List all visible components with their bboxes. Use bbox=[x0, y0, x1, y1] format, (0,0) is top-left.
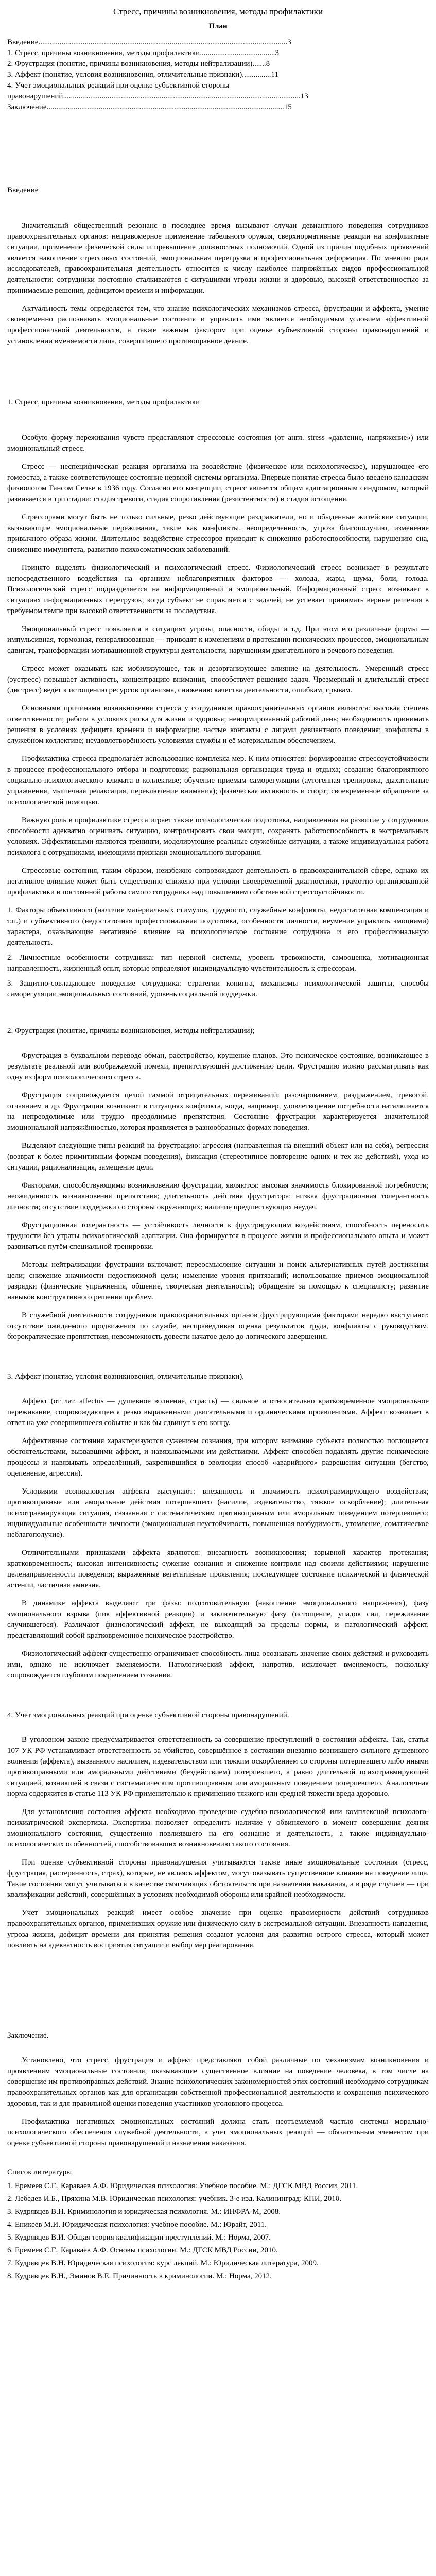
reference-item: 3. Кудрявцев В.Н. Криминология и юридическая психология. М.: ИНФРА-М, 2008. bbox=[7, 2208, 281, 2216]
conclusion-paragraph: Профилактика негативных эмоциональных состояний должна стать неотъемлемой частью системы морально-психологического обеспечения служебной деятельности, а учет эмоциональных реакций — обязательным элементом при оценке субъективной стороны правонарушений и назначении наказания. bbox=[7, 2117, 429, 2147]
section-3-paragraph: В динамике аффекта выделяют три фазы: подготовительную (накопление эмоционального напряжения), фазу эмоционального взрыва (пик аффективной реакции) и заключительную фазу (истощение, упадок сил, переживание случившегося). Различают физиологический аффект, не выходящий за пределы нормы, и патологический аффект, представляющий собой кратковременное психическое расстройство. bbox=[7, 1599, 429, 1640]
toc-entry[interactable]: 4. Учет эмоциональных реакций при оценке субъективной стороны правонарушений...........................................................................................................................13 bbox=[7, 81, 308, 100]
section-2-paragraph: Выделяют следующие типы реакций на фрустрацию: агрессия (направленная на внешний объект или на себя), регрессия (возврат к более примитивным формам поведения), фиксация (стереотипное повторение одних и тех же действий), уход из ситуации, рационализация, замещение цели. bbox=[7, 1142, 429, 1172]
section-1-paragraph: Стресс может оказывать как мобилизующее, так и дезорганизующее влияние на деятельность. Умеренный стресс (эустресс) повышает активность, концентрацию внимания, способствует решению задач. Чрезмерный и длительный стресс (дистресс) ведёт к истощению ресурсов организма, снижению качества деятельности, ошибкам, срывам. bbox=[7, 665, 429, 694]
section-1-paragraph: Важную роль в профилактике стресса играет также психологическая подготовка, направленная на развитие у сотрудников способности адекватно оценивать ситуацию, контролировать свои эмоции, сохранять работоспособность в экстремальных условиях. Эффективными являются тренинги, моделирующие реальные служебные ситуации, а также индивидуальная работа психолога с сотрудниками, имеющими признаки эмоционального выгорания. bbox=[7, 816, 429, 857]
section-2-paragraph: Фрустрация в буквальном переводе обман, расстройство, крушение планов. Это психическое состояние, возникающее в результате реальной или воображаемой помехи, препятствующей достижению цели. Фрустрацию можно рассматривать как одну из форм психологического стресса. bbox=[7, 1052, 429, 1081]
section-4-paragraph: В уголовном законе предусматривается ответственность за совершение преступлений в состоянии аффекта. Так, статья 107 УК РФ устанавливает ответственность за убийство, совершённое в состоянии внезапно возникшего сильного душевного волнения (аффекта), вызванного насилием, издевательством или тяжким оскорблением со стороны потерпевшего либо иными противоправными или аморальными действиями (бездействием) потерпевшего, а равно длительной психотравмирующей ситуацией, возникшей в связи с систематическим противоправным или аморальным поведением потерпевшего. Аналогичная норма содержится в статье 113 УК РФ применительно к причинению тяжкого или средней тяжести вреда здоровью. bbox=[7, 1736, 429, 1798]
reference-item: 4. Еникеев М.И. Юридическая психология: учебное пособие. М.: Юрайт, 2011. bbox=[7, 2221, 267, 2229]
section-1-paragraph: Эмоциональный стресс появляется в ситуациях угрозы, опасности, обиды и т.д. При этом его различные формы — импульсивная, тормозная, генерализованная — приводят к изменениям в протекании психических процессов, эмоциональным сдвигам, трансформации мотивационной структуры деятельности, нарушениям двигательного и речевого поведения. bbox=[7, 625, 429, 655]
toc-entry[interactable]: Заключение...........................................................................................................................15 bbox=[7, 103, 292, 111]
section-1 bbox=[7, 397, 429, 1000]
intro-heading: Введение bbox=[7, 186, 39, 194]
reference-item: 1. Еремеев С.Г., Караваев А.Ф. Юридическая психология: Учебное пособие. М.: ДГСК МВД России, 2011. bbox=[7, 2182, 358, 2190]
section-1-paragraph: Принято выделять физиологический и психологический стресс. Физиологический стресс возникает в результате непосредственного воздействия на организм неблагоприятных факторов — холода, жары, шума, боли, голода. Психологический стресс подразделяется на информационный и эмоциональный. Информационный стресс возникает в ситуациях информационных перегрузок, когда субъект не справляется с задачей, не успевает принимать верные решения в требуемом темпе при высокой ответственности за последствия. bbox=[7, 564, 429, 615]
section-1-paragraph: Стрессорами могут быть не только сильные, резко действующие раздражители, но и обыденные житейские ситуации, вызывающие эмоциональные переживания, такие как конфликты, неопределенность, угроза благополучию, изменение привычного образа жизни. Длительное воздействие стрессоров приводит к снижению работоспособности, нарушению сна, снижению иммунитета, развитию психосоматических заболеваний. bbox=[7, 513, 429, 554]
section-1-heading: 1. Стресс, причины возникновения, методы профилактики bbox=[7, 398, 200, 406]
section-2-paragraph: В служебной деятельности сотрудников правоохранительных органов фрустрирующими факторами нередко выступают: отсутствие ожидаемого продвижения по службе, несправедливая оценка результатов труда, конфликты с руководством, бюрократические препятствия, невозможность довести начатое дело до логического завершения. bbox=[7, 1311, 429, 1341]
conclusion-paragraph: Установлено, что стресс, фрустрация и аффект представляют собой различные по механизмам возникновения и проявлениям эмоциональные состояния, оказывающие существенное влияние на поведение человека, в том числе на совершение им противоправных действий. Знание психологических закономерностей этих состояний необходимо сотрудникам правоохранительных органов как для организации собственной профессиональной деятельности и сохранения психического здоровья, так и для правильной оценки поведения участников уголовного процесса. bbox=[7, 2056, 429, 2108]
section-4-paragraph: При оценке субъективной стороны правонарушения учитываются также иные эмоциональные состояния (стресс, фрустрация, растерянность, страх), которые, не являясь аффектом, могут оказывать существенное влияние на поведение лица. Такие состояния могут учитываться в качестве смягчающих обстоятельств при назначении наказания, а в ряде случаев — при квалификации действий, совершённых в условиях необходимой обороны или крайней необходимости. bbox=[7, 1858, 429, 1899]
reference-item: 8. Кудрявцев В.Н., Эминов В.Е. Причинность в криминологии. М.: Норма, 2012. bbox=[7, 2272, 272, 2280]
section-1-list-item: 1. Факторы объективного (наличие материальных стимулов, трудности, служебные конфликты, недостаточная компенсация и т.п.) и субъективного (недостаточная профессиональная подготовка, особенности личности, неумение управлять эмоциями) характера, оказывающие негативное влияние на психологическое состояние сотрудника и его профессиональную деятельность. bbox=[7, 906, 429, 947]
intro-paragraph: Значительный общественный резонанс в последнее время вызывают случаи девиантного поведения сотрудников правоохранительных органов: неправомерное применение табельного оружия, сверхнормативные реакции на конфликтные ситуации, применение физической силы и превышение должностных полномочий. Одной из причин подобных проявлений является накопление стрессовых состояний, эмоциональная перегрузка и профессиональная деформация. По мнению ряда исследователей, правоохранительная деятельность относится к числу наиболее напряжённых видов профессиональной деятельности: сотрудники постоянно сталкиваются с ситуациями угрозы жизни и здоровью, высокой ответственностью за принимаемые решения, дефицитом времени и информации. bbox=[7, 222, 429, 295]
section-3-paragraph: Аффект (от лат. affectus — душевное волнение, страсть) — сильное и относительно кратковременное эмоциональное переживание, сопровождающееся резко выраженными двигательными и органическими проявлениями. Аффект возникает в ответ на уже совершившееся событие и как бы сдвинут к его концу. bbox=[7, 1397, 429, 1427]
toc-entry[interactable]: 3. Аффект (понятие, условия возникновения, отличительные признаки)...............11 bbox=[7, 71, 278, 79]
intro-paragraph: Актуальность темы определяется тем, что знание психологических механизмов стресса, фрустрации и аффекта, умение своевременно распознавать эмоциональные состояния и управлять ими является необходимым условием эффективной профессиональной деятельности, а также важным фактором при оценке субъективной стороны правонарушений и установлении вменяемости лица, совершившего противоправное деяние. bbox=[7, 304, 429, 345]
section-4-paragraph: Для установления состояния аффекта необходимо проведение судебно-психологической или комплексной психолого-психиатрической экспертизы. Экспертиза позволяет определить наличие у обвиняемого в момент совершения деяния эмоционального состояния, существенно повлиявшего на его сознание и деятельность, а также индивидуально-психологических особенностей, способствовавших возникновению такого состояния. bbox=[7, 1808, 429, 1849]
section-2-paragraph: Фрустрация сопровождается целой гаммой отрицательных переживаний: разочарованием, раздражением, тревогой, отчаянием и др. Фрустрации возникают в ситуациях конфликта, когда, например, удовлетворение потребности наталкивается на непреодолимые или трудно преодолимые препятствия. Состояние фрустрации характеризуется значительной эмоциональной напряжённостью, которая проявляется в разнообразных формах поведения. bbox=[7, 1091, 429, 1132]
section-1-paragraph: Особую форму переживания чувств представляют стрессовые состояния (от англ. stress «давление, напряжение») или эмоциональный стресс. bbox=[7, 434, 429, 453]
reference-item: 5. Кудрявцев В.И. Общая теория квалификации преступлений. М.: Норма, 2007. bbox=[7, 2233, 271, 2242]
section-3-paragraph: Отличительными признаками аффекта являются: внезапность возникновения; взрывной характер протекания; кратковременность; высокая интенсивность; сужение сознания и снижение контроля над своими действиями; нарушение целенаправленности поведения; выраженные вегетативные проявления; последующее состояние психической и физической астении, частичная амнезия. bbox=[7, 1549, 429, 1589]
references-section bbox=[7, 2167, 429, 2282]
toc-entry[interactable]: 2. Фрустрация (понятие, причины возникновения, методы нейтрализации).......8 bbox=[7, 60, 270, 68]
references-heading: Список литературы bbox=[7, 2168, 72, 2176]
plan-label: План bbox=[208, 22, 228, 30]
document-title: Стресс, причины возникновения, методы профилактики bbox=[113, 7, 323, 16]
reference-item: 6. Еремеев С.Г., Караваев А.Ф. Основы психологии. М.: ДГСК МВД России, 2010. bbox=[7, 2246, 278, 2255]
section-3 bbox=[7, 1371, 429, 1681]
section-1-paragraph: Основными причинами возникновения стресса у сотрудников правоохранительных органов являются: высокая степень ответственности; работа в условиях риска для жизни и здоровья; ненормированный рабочий день; необходимость принимать решения в условиях дефицита времени и информации; частые контакты с лицами девиантного поведения; конфликты в служебном коллективе; неудовлетворённость условиями службы и её материальным обеспечением. bbox=[7, 704, 429, 745]
toc-entry[interactable]: 1. Стресс, причины возникновения, методы профилактики.......................................3 bbox=[7, 49, 279, 57]
conclusion-section bbox=[7, 2030, 429, 2149]
section-1-paragraph: Стресс — неспецифическая реакция организма на воздействие (физическое или психологическое), нарушающее его гомеостаз, а также соответствующее состояние нервной системы организма. Впервые понятие стресса было введено канадским физиологом Гансом Селье в 1936 году. Согласно его концепции, стресс является общим адаптационным синдромом, который развивается в три стадии: стадия тревоги, стадия сопротивления (резистентности) и стадия истощения. bbox=[7, 463, 429, 503]
conclusion-heading: Заключение. bbox=[7, 2031, 49, 2040]
section-2 bbox=[7, 1026, 429, 1343]
toc-entry[interactable]: Введение.................................................................................................................................3 bbox=[7, 38, 291, 46]
section-3-paragraph: Аффективные состояния характеризуются сужением сознания, при котором внимание субъекта полностью поглощается обстоятельствами, вызвавшими аффект, и навязываемыми им действиями. Аффект способен подавлять другие психические процессы и навязывать определённый, закрепившийся в эволюции способ «аварийного» разрешения ситуации (бегство, оцепенение, агрессия). bbox=[7, 1437, 429, 1478]
reference-item: 2. Лебедев И.Б., Пряхина М.В. Юридическая психология: учебник. 3-е изд. Калининград: КПИ, 2010. bbox=[7, 2195, 341, 2203]
section-2-paragraph: Фрустрационная толерантность — устойчивость личности к фрустрирующим воздействиям, способность переносить трудности без утраты психологической адаптации. Она формируется в процессе жизни и профессионального опыта и может развиваться путём специальной тренировки. bbox=[7, 1221, 429, 1251]
section-1-paragraph: Стрессовые состояния, таким образом, неизбежно сопровождают деятельность в правоохранительной сфере, однако их негативное влияние может быть существенно снижено при условии своевременной диагностики, грамотно организованной профилактики и постоянной работы самого сотрудника над повышением собственной стрессоустойчивости. bbox=[7, 867, 429, 896]
section-1-paragraph: Профилактика стресса предполагает использование комплекса мер. К ним относятся: формирование стрессоустойчивости в процессе профессионального отбора и подготовки; рациональная организация труда и отдыха; создание благоприятного социально-психологического климата в коллективе; обучение приемам саморегуляции (аутогенная тренировка, дыхательные упражнения, мышечная релаксация, переключение внимания); физическая активность и спорт; своевременное обращение за психологической помощью. bbox=[7, 755, 429, 806]
section-4-paragraph: Учет эмоциональных реакций имеет особое значение при оценке правомерности действий сотрудников правоохранительных органов, применивших оружие или физическую силу в экстремальной ситуации. Внезапность нападения, угроза жизни, дефицит времени для принятия решения создают условия для развития острого стресса, который может повлиять на адекватность восприятия ситуации и выбор мер реагирования. bbox=[7, 1909, 429, 1950]
section-4 bbox=[7, 1710, 429, 1951]
section-1-list-item: 2. Личностные особенности сотрудника: тип нервной системы, уровень тревожности, самооценка, мотивационная направленность, жизненный опыт, которые определяют индивидуальную чувствительность к стрессорам. bbox=[7, 954, 429, 973]
section-2-heading: 2. Фрустрация (понятие, причины возникновения, методы нейтрализации); bbox=[7, 1027, 255, 1035]
section-4-heading: 4. Учет эмоциональных реакций при оценке субъективной стороны правонарушений. bbox=[7, 1711, 289, 1719]
section-3-paragraph: Условиями возникновения аффекта выступают: внезапность и значимость психотравмирующего воздействия; противоправные или аморальные действия потерпевшего (насилие, издевательство, тяжкое оскорбление); длительная психотравмирующая ситуация, связанная с систематическим противоправным или аморальным поведением потерпевшего; индивидуальные особенности личности (эмоциональная неустойчивость, повышенная возбудимость, утомление, соматическое неблагополучие). bbox=[7, 1487, 429, 1539]
section-1-list-item: 3. Защитно-совладающее поведение сотрудника: стратегии копинга, механизмы психологической защиты, способы саморегуляции эмоциональных состояний, уровень социальной поддержки. bbox=[7, 979, 429, 998]
section-3-paragraph: Физиологический аффект существенно ограничивает способность лица осознавать значение своих действий и руководить ими, однако не исключает вменяемости. Патологический аффект, напротив, исключает вменяемость, поскольку сопровождается глубоким помрачением сознания. bbox=[7, 1650, 429, 1680]
reference-item: 7. Кудрявцев В.Н. Юридическая психология: курс лекций. М.: Юридическая литература, 2009. bbox=[7, 2259, 319, 2267]
section-2-paragraph: Методы нейтрализации фрустрации включают: переосмысление ситуации и поиск альтернативных путей достижения цели; снижение значимости недостижимой цели; изменение уровня притязаний; использование приемов эмоциональной разрядки (физические упражнения, общение, творческая деятельность); обращение за помощью к специалисту; развитие навыков конструктивного решения проблем. bbox=[7, 1261, 429, 1301]
section-2-paragraph: Факторами, способствующими возникновению фрустрации, являются: высокая значимость блокированной потребности; неожиданность возникновения препятствия; длительность действия фрустратора; низкая фрустрационная толерантность личности; отсутствие поддержки со стороны окружающих; наличие предшествующих неудач. bbox=[7, 1181, 429, 1211]
section-3-heading: 3. Аффект (понятие, условия возникновения, отличительные признаки). bbox=[7, 1372, 244, 1381]
table-of-contents bbox=[7, 37, 429, 113]
introduction-section bbox=[7, 185, 429, 347]
